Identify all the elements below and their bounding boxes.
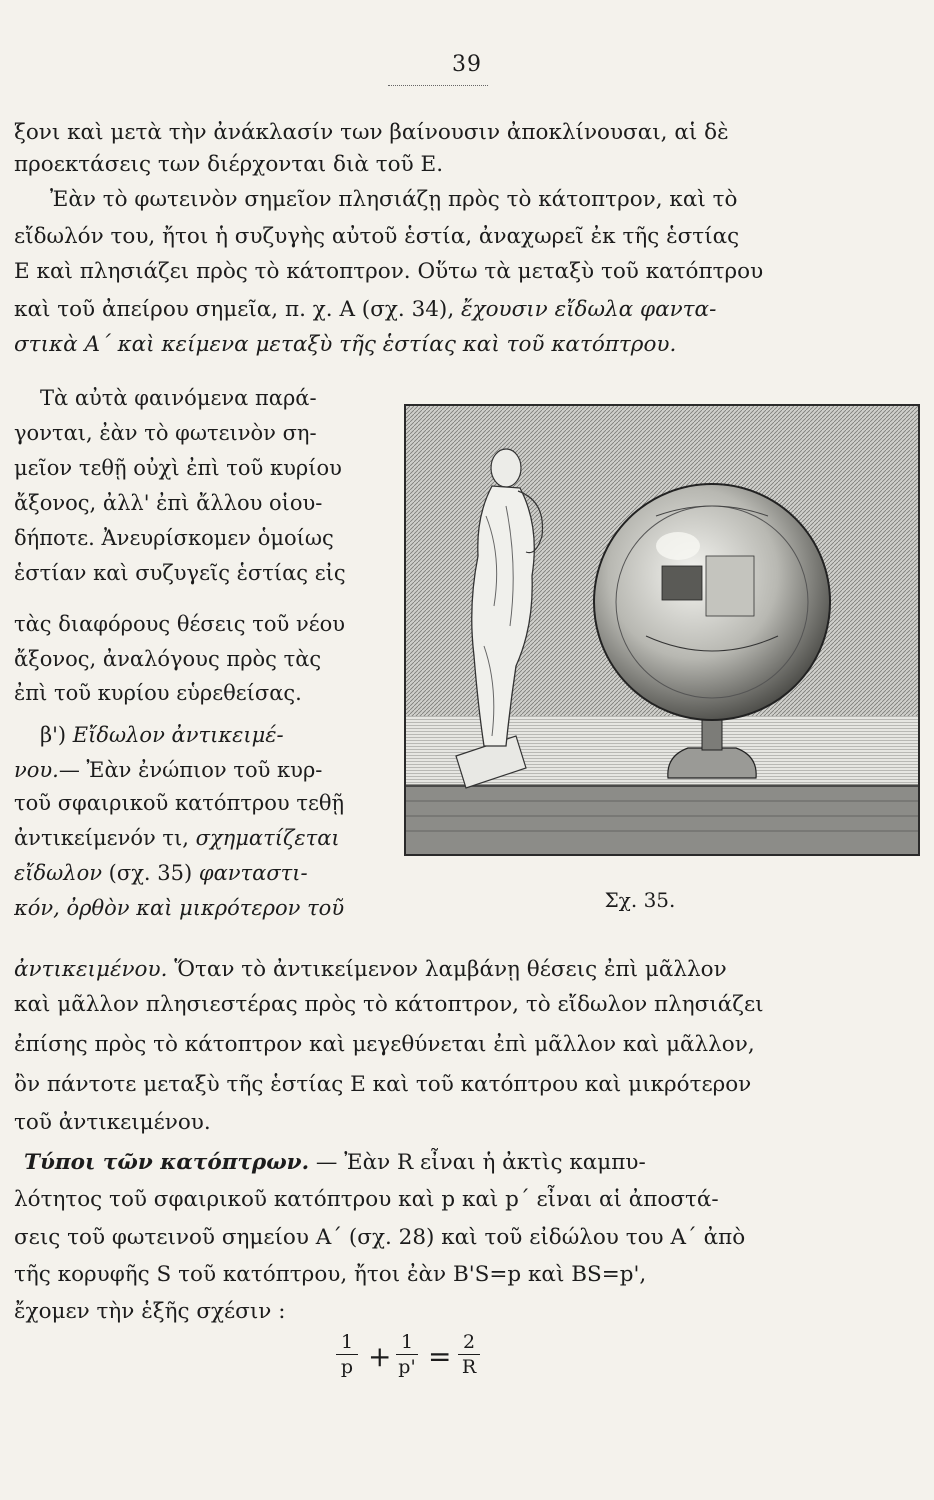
mirror-formula xyxy=(330,1330,500,1400)
text-line: τοῦ ἀντικειμένου. xyxy=(14,1110,211,1135)
text-line xyxy=(14,823,390,853)
text-line xyxy=(14,295,924,325)
text-line: ὂν πάντοτε μεταξὺ τῆς ἑστίας Ε καὶ τοῦ κατόπτρου καὶ μικρότερον xyxy=(14,1072,752,1097)
denominator: p' xyxy=(398,1356,416,1378)
text-line xyxy=(14,893,390,923)
text-span: β') xyxy=(40,723,73,747)
text-span: καὶ τοῦ ἀπείρου σημεῖα, π. χ. Α (σχ. 34), xyxy=(14,297,461,322)
italic-text: ἔχουσιν εἴδωλα φαντα- xyxy=(461,297,717,322)
text-line: τοῦ σφαιρικοῦ κατόπτρου τεθῇ xyxy=(14,791,345,815)
figure-35-illustration xyxy=(404,404,920,856)
statue-and-mirror-engraving xyxy=(406,406,918,854)
text-line: καὶ μᾶλλον πλησιεστέρας πρὸς τὸ κάτοπτρον, τὸ εἴδωλον πλησιάζει xyxy=(14,992,764,1017)
italic-text: νου. xyxy=(14,758,59,782)
text-line: ξονι καὶ μετὰ τὴν ἀνάκλασίν των βαίνουσιν ἀποκλίνουσαι, αἱ δὲ xyxy=(14,120,729,145)
denominator: R xyxy=(461,1356,477,1378)
text-line: λότητος τοῦ σφαιρικοῦ κατόπτρου καὶ p καὶ p΄ εἶναι αἱ ἀποστά- xyxy=(14,1187,719,1212)
text-line: ἐπίσης πρὸς τὸ κάτοπτρον καὶ μεγεθύνεται ἐπὶ μᾶλλον καὶ μᾶλλον, xyxy=(14,1032,755,1057)
text-line: Τὰ αὐτὰ φαινόμενα παρά- xyxy=(40,386,317,410)
text-line: ἔχομεν τὴν ἑξῆς σχέσιν : xyxy=(14,1299,286,1324)
text-line: Ε καὶ πλησιάζει πρὸς τὸ κάτοπτρον. Οὕτω τὰ μεταξὺ τοῦ κατόπτρου xyxy=(14,259,764,284)
numerator: 2 xyxy=(458,1330,480,1355)
text-line xyxy=(14,858,390,888)
fraction-1-over-p-prime xyxy=(396,1330,418,1379)
italic-text: κόν, ὀρθὸν καὶ μικρότερον τοῦ xyxy=(14,896,345,920)
text-line xyxy=(24,1148,934,1178)
text-line xyxy=(40,720,416,750)
italic-text: Εἴδωλον ἀντικειμέ- xyxy=(72,723,284,747)
denominator: p xyxy=(340,1356,354,1378)
fraction-1-over-p xyxy=(336,1330,358,1379)
text-span: (σχ. 35) xyxy=(108,861,199,885)
figure-caption: Σχ. 35. xyxy=(604,888,676,912)
text-line xyxy=(14,755,390,785)
text-line: μεῖον τεθῇ οὐχὶ ἐπὶ τοῦ κυρίου xyxy=(14,456,342,480)
text-span: — Ἐὰν ἐνώπιον τοῦ κυρ- xyxy=(58,758,323,782)
text-line: σεις τοῦ φωτεινοῦ σημείου Α΄ (σχ. 28) καὶ τοῦ εἰδώλου του Α΄ ἀπὸ xyxy=(14,1225,746,1250)
text-line: προεκτάσεις των διέρχονται διὰ τοῦ Ε. xyxy=(14,152,444,177)
text-line: τὰς διαφόρους θέσεις τοῦ νέου xyxy=(14,612,345,636)
fraction-2-over-r xyxy=(458,1330,480,1379)
plus-sign: + xyxy=(368,1340,392,1373)
italic-text: φανταστι- xyxy=(198,861,308,885)
text-span: ἀντικείμενόν τι, xyxy=(14,826,196,850)
numerator: 1 xyxy=(336,1330,358,1355)
italic-text: σχηματίζεται xyxy=(195,826,340,850)
text-line: ἐπὶ τοῦ κυρίου εὑρεθείσας. xyxy=(14,681,302,705)
section-heading: Τύποι τῶν κατόπτρων. xyxy=(24,1150,310,1175)
italic-text: εἴδωλον xyxy=(14,861,109,885)
text-span: — Ἐὰν R εἶναι ἡ ἀκτὶς καμπυ- xyxy=(309,1150,646,1175)
header-rule xyxy=(388,85,488,86)
text-line: Ἐὰν τὸ φωτεινὸν σημεῖον πλησιάζῃ πρὸς τὸ κάτοπτρον, καὶ τὸ xyxy=(50,187,738,212)
text-line: εἴδωλόν του, ἤτοι ἡ συζυγὴς αὐτοῦ ἑστία, ἀναχωρεῖ ἐκ τῆς ἑστίας xyxy=(14,224,740,249)
equals-sign: = xyxy=(428,1340,452,1373)
italic-text: ἀντικειμένου. xyxy=(14,957,175,982)
text-line: ἑστίαν καὶ συζυγεῖς ἑστίας εἰς xyxy=(14,561,346,585)
text-line: γονται, ἐὰν τὸ φωτεινὸν ση- xyxy=(14,421,317,445)
numerator: 1 xyxy=(396,1330,418,1355)
italic-text: στικὰ Α΄ καὶ κείμενα μεταξὺ τῆς ἑστίας καὶ τοῦ κατόπτρου. xyxy=(14,332,677,357)
text-line: ἄξονος, ἀναλόγους πρὸς τὰς xyxy=(14,647,322,671)
text-line xyxy=(14,955,924,985)
text-span: Ὅταν τὸ ἀντικείμενον λαμβάνῃ θέσεις ἐπὶ μᾶλλον xyxy=(174,957,727,982)
text-line xyxy=(14,330,924,360)
text-line: δήποτε. Ἀνευρίσκομεν ὁμοίως xyxy=(14,526,334,550)
page-number: 39 xyxy=(452,52,482,77)
text-line: ἄξονος, ἀλλ' ἐπὶ ἄλλου οἱου- xyxy=(14,491,323,515)
text-line: τῆς κορυφῆς S τοῦ κατόπτρου, ἤτοι ἐὰν B'S=p καὶ BS=p', xyxy=(14,1262,647,1287)
